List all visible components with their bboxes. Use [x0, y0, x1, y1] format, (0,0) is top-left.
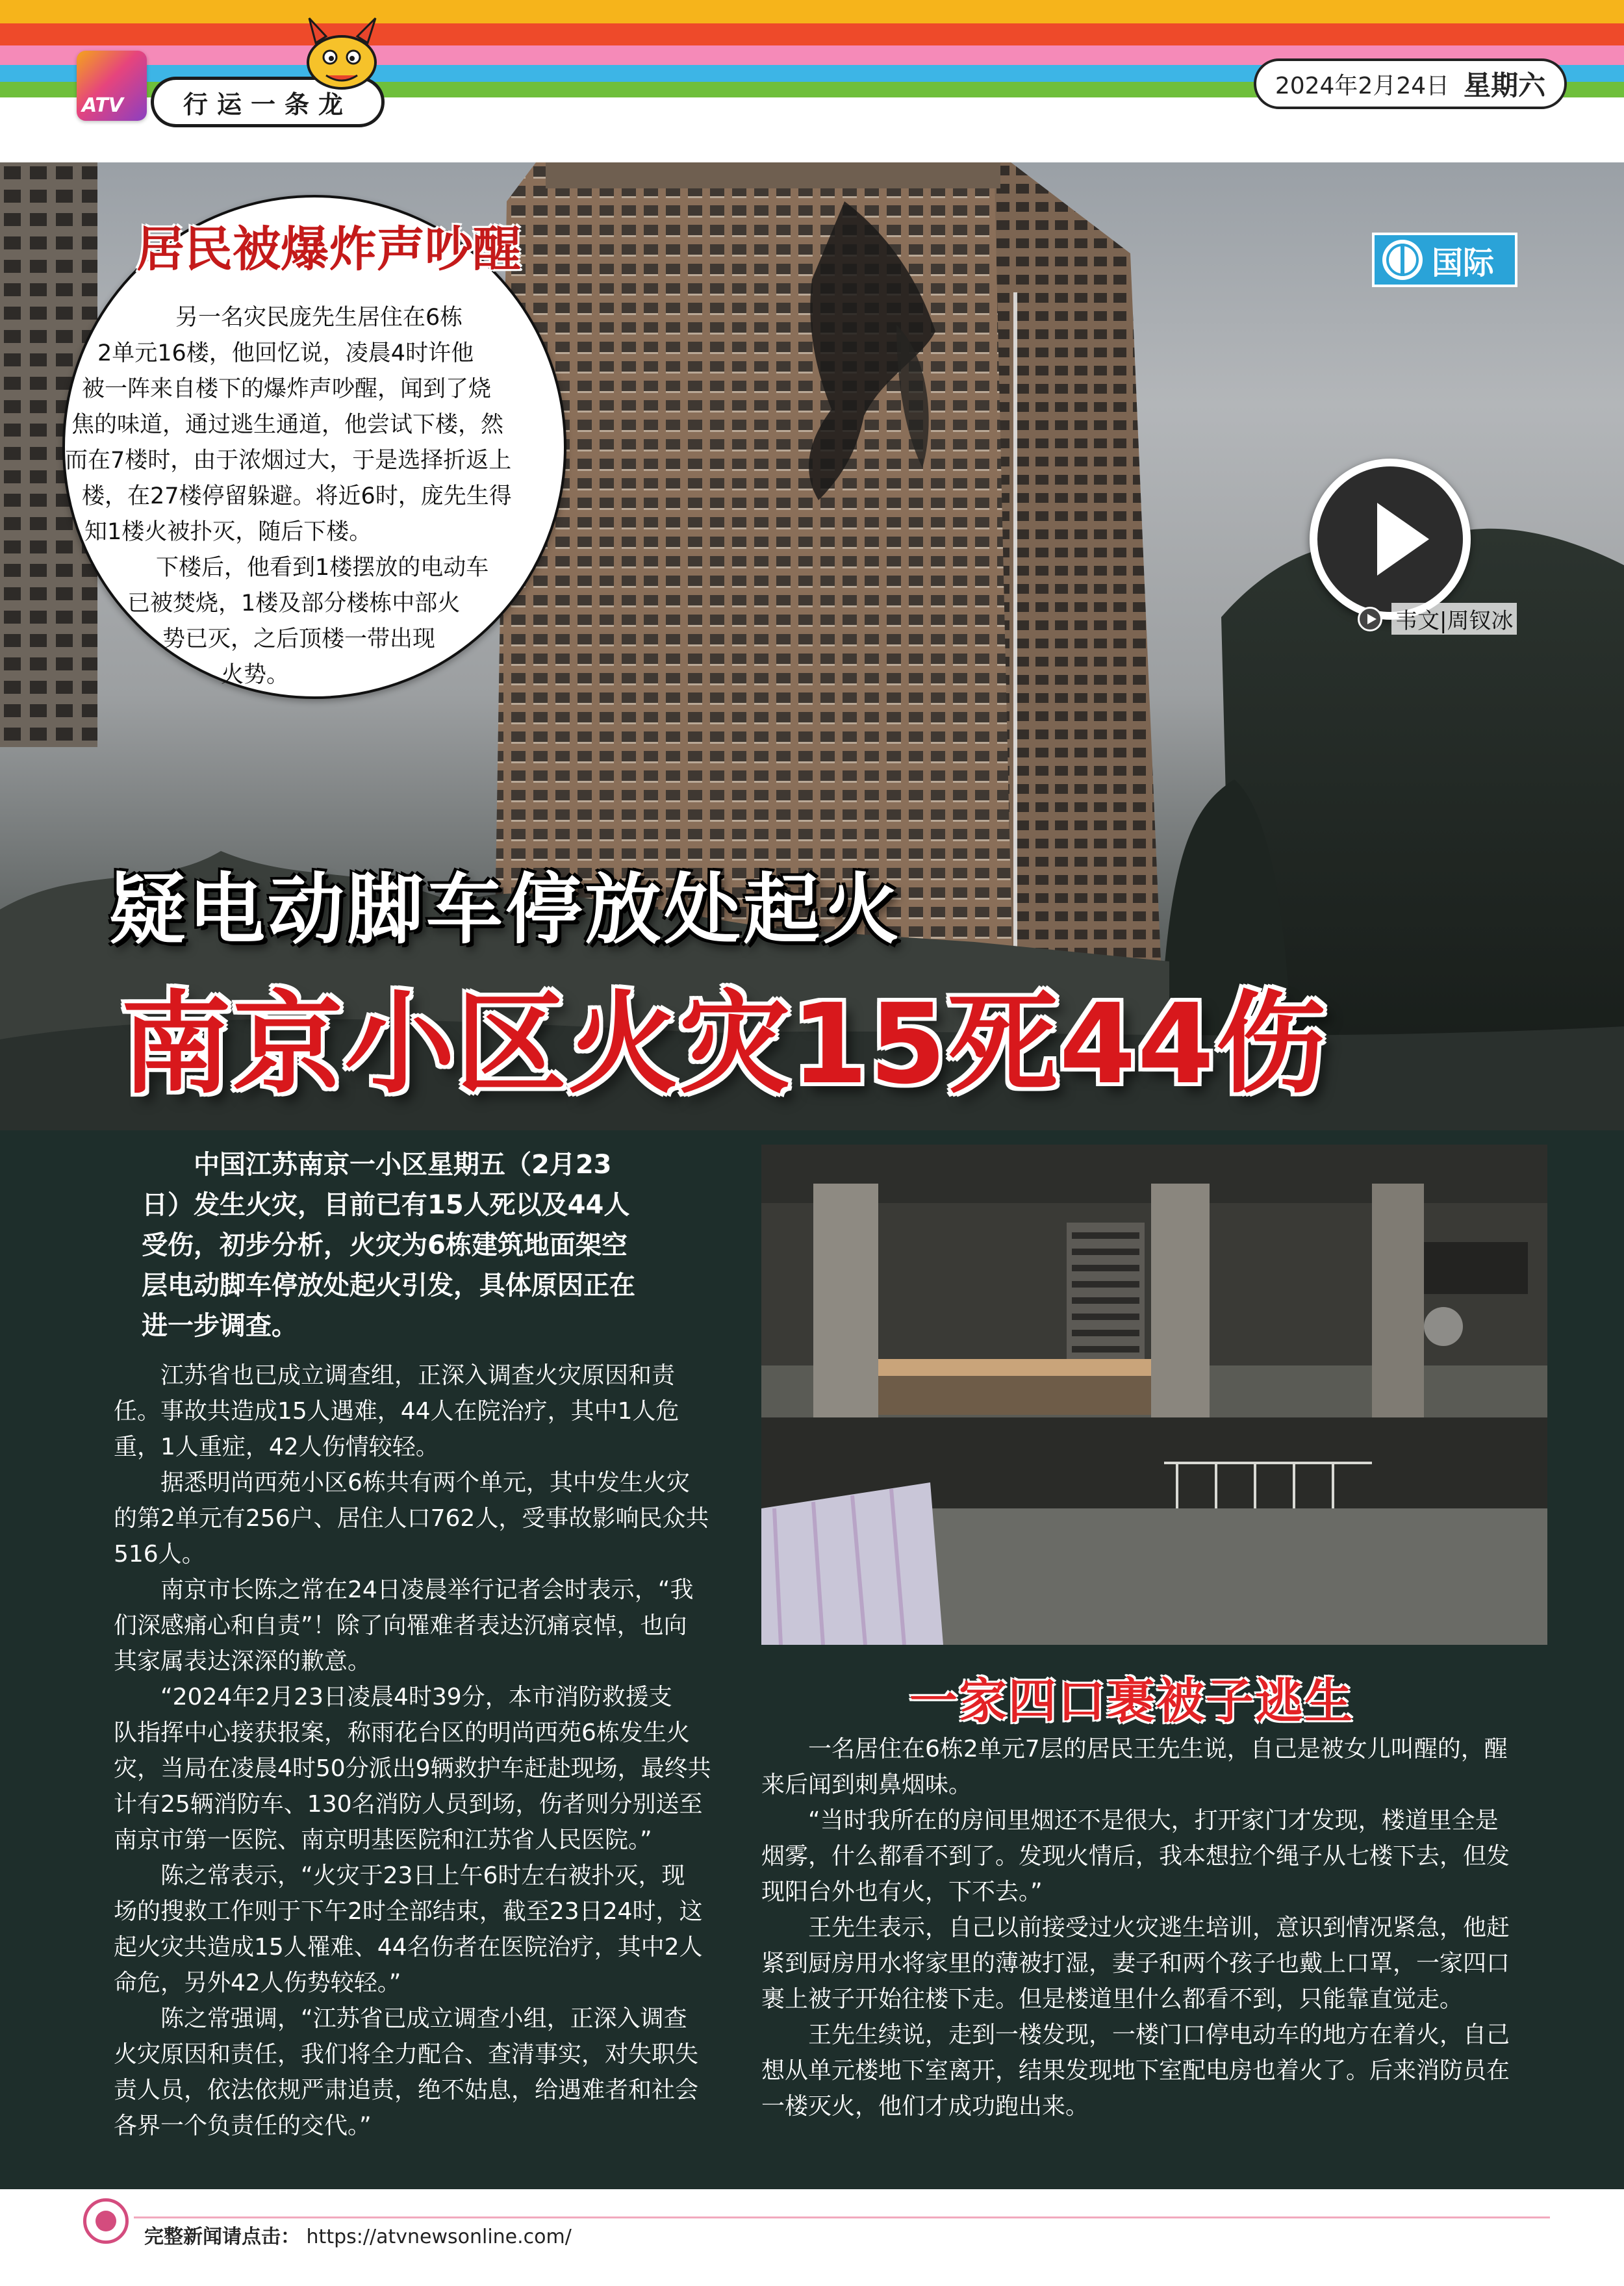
issue-weekday: 星期六: [1464, 70, 1546, 101]
left-column-line: 陈之常强调，“江苏省已成立调查小组，正深入调查: [160, 2005, 687, 2032]
stripe-orange: [0, 0, 1624, 23]
left-column-line: 们深感痛心和自责”！除了向罹难者表达沉痛哀悼，也向: [114, 1612, 687, 1639]
play-icon[interactable]: [1310, 459, 1471, 620]
left-column-line: 据悉明尚西苑小区6栋共有两个单元，其中发生火灾: [160, 1469, 690, 1496]
logo-text: ATV: [82, 94, 124, 117]
right-column-line: 烟雾，什么都看不到了。发现火情后，我本想拉个绳子从七楼下去，但发: [761, 1843, 1510, 1870]
bubble-line: 被一阵来自楼下的爆炸声吵醒，闻到了烧: [82, 376, 492, 402]
bubble-line: 已被焚烧，1楼及部分楼栋中部火: [127, 591, 461, 616]
lead-line: 进一步调查。: [142, 1311, 298, 1341]
bubble-line: 势已灭，之后顶楼一带出现: [162, 626, 436, 652]
left-column-line: 场的搜救工作则于下午2时全部结束，截至23日24时，这: [114, 1898, 703, 1925]
right-column-line: 王先生表示，自己以前接受过火灾逃生培训，意识到情况紧急，他赶: [808, 1914, 1510, 1941]
right-column-line: 一名居住在6栋2单元7层的居民王先生说，自己是被女儿叫醒的，醒: [808, 1736, 1508, 1762]
left-column-line: 命危，另外42人伤势较轻。”: [114, 1970, 401, 1996]
news-globe-icon: [83, 2198, 129, 2244]
bubble-title: 居民被爆炸声吵醒: [136, 222, 521, 277]
headline-main: 南京小区火灾15死44伤: [121, 980, 1328, 1109]
fire-damage-photo: [761, 1145, 1547, 1645]
bubble-line: 另一名灾民庞先生居住在6栋: [175, 305, 463, 331]
footer-url[interactable]: https://atvnewsonline.com/: [306, 2226, 572, 2248]
left-column-text: [114, 1358, 724, 2144]
dragon-mascot-icon: [296, 12, 387, 96]
section-tag-international[interactable]: [1372, 233, 1517, 287]
left-column-line: 责人员，依法依规严肃追责，绝不姑息，给遇难者和社会: [114, 2077, 699, 2103]
bubble-line: 2单元16楼，他回忆说，凌晨4时许他: [97, 340, 474, 366]
issue-date: 2024年2月24日: [1275, 72, 1450, 99]
right-column-line: 一楼灭火，他们才成功跑出来。: [761, 2093, 1089, 2120]
right-column-line: “当时我所在的房间里烟还不是很大，打开家门才发现，楼道里全是: [808, 1807, 1499, 1834]
stripe-red: [0, 23, 1624, 45]
left-column-line: 队指挥中心接获报案，称雨花台区的明尚西苑6栋发生火: [114, 1720, 690, 1746]
left-column-line: 灾，当局在凌晨4时50分派出9辆救护车赶赴现场，最终共: [114, 1755, 711, 1782]
bubble-line: 知1楼火被扑灭，随后下楼。: [84, 519, 372, 545]
bubble-line: 焦的味道，通过逃生通道，他尝试下楼，然: [71, 412, 504, 438]
left-column-line: 南京市长陈之常在24日凌晨举行记者会时表示，“我: [160, 1577, 694, 1603]
headline-subtitle: 疑电动脚车停放处起火: [109, 865, 902, 954]
right-column-line: 想从单元楼地下室离开，结果发现地下室配电房也着火了。后来消防员在: [761, 2057, 1510, 2084]
bubble-line: 下楼后，他看到1楼摆放的电动车: [156, 555, 489, 581]
right-column-text: [761, 1731, 1560, 2124]
right-column-line: 裹上被子开始往楼下走。但是楼道里什么都看不到，只能靠直觉走。: [761, 1986, 1464, 2013]
lead-line: 中国江苏南京一小区星期五（2月23: [194, 1150, 612, 1180]
left-column-line: 南京市第一医院、南京明基医院和江苏省人民医院。”: [114, 1827, 652, 1853]
video-icon: [1358, 607, 1382, 631]
lead-line: 日）发生火灾，目前已有15人死以及44人: [142, 1190, 630, 1220]
section-subtitle: 一家四口裹被子逃生: [909, 1673, 1354, 1729]
left-column-line: 其家属表达深深的歉意。: [114, 1648, 372, 1675]
left-column-line: 火灾原因和责任，我们将全力配合、查清事实，对失职失: [114, 2041, 699, 2068]
bubble-line: 火势。: [221, 662, 290, 688]
left-column-line: 的第2单元有256户、居住人口762人，受事故影响民众共: [114, 1505, 709, 1532]
left-column-line: 516人。: [114, 1541, 205, 1568]
footer-label: 完整新闻请点击：: [144, 2226, 300, 2248]
right-column-line: 现阳台外也有火，下不去。”: [761, 1879, 1043, 1905]
left-column-line: 重，1人重症，42人伤情较轻。: [114, 1434, 439, 1460]
left-column-line: 任。事故共造成15人遇难，44人在院治疗，其中1人危: [114, 1398, 679, 1425]
left-column-line: 江苏省也已成立调查组，正深入调查火灾原因和责: [160, 1362, 676, 1389]
right-column-line: 紧到厨房用水将家里的薄被打湿，妻子和两个孩子也戴上口罩，一家四口: [761, 1950, 1510, 1977]
section-tag-label: 国际: [1432, 244, 1495, 281]
right-column-line: 王先生续说，走到一楼发现，一楼门口停电动车的地方在着火，自己: [808, 2022, 1510, 2048]
atv-logo-icon[interactable]: [77, 51, 147, 121]
right-column-line: 来后闻到刺鼻烟味。: [761, 1772, 972, 1798]
bubble-line: 而在7楼时，由于浓烟过大，于是选择折返上: [65, 448, 512, 474]
date-badge: [1254, 58, 1567, 109]
lead-line: 受伤，初步分析，火灾为6栋建筑地面架空: [142, 1230, 628, 1260]
left-column-line: “2024年2月23日凌晨4时39分，本市消防救援支: [160, 1684, 672, 1710]
footer-link[interactable]: [144, 2220, 572, 2249]
left-column-line: 陈之常表示，“火灾于23日上午6时左右被扑灭，现: [160, 1862, 685, 1889]
left-column-line: 各界一个负责任的交代。”: [114, 2113, 372, 2139]
bubble-line: 楼，在27楼停留躲避。将近6时，庞先生得: [82, 483, 512, 509]
lead-line: 层电动脚车停放处起火引发，具体原因正在: [142, 1271, 635, 1301]
footer-divider: [134, 2216, 1550, 2218]
byline-authors: 韦文|周钗冰: [1391, 603, 1517, 635]
fire-damage-image: [761, 1145, 1547, 1645]
left-column-line: 计有25辆消防车、130名消防人员到场，伤者则分别送至: [114, 1791, 703, 1818]
lead-paragraph: [142, 1145, 700, 1346]
slogan-badge: 行运一条龙: [151, 77, 385, 127]
globe-icon: [1382, 240, 1423, 280]
byline: [1358, 603, 1517, 635]
left-column-line: 起火灾共造成15人罹难、44名伤者在医院治疗，其中2人: [114, 1934, 703, 1961]
